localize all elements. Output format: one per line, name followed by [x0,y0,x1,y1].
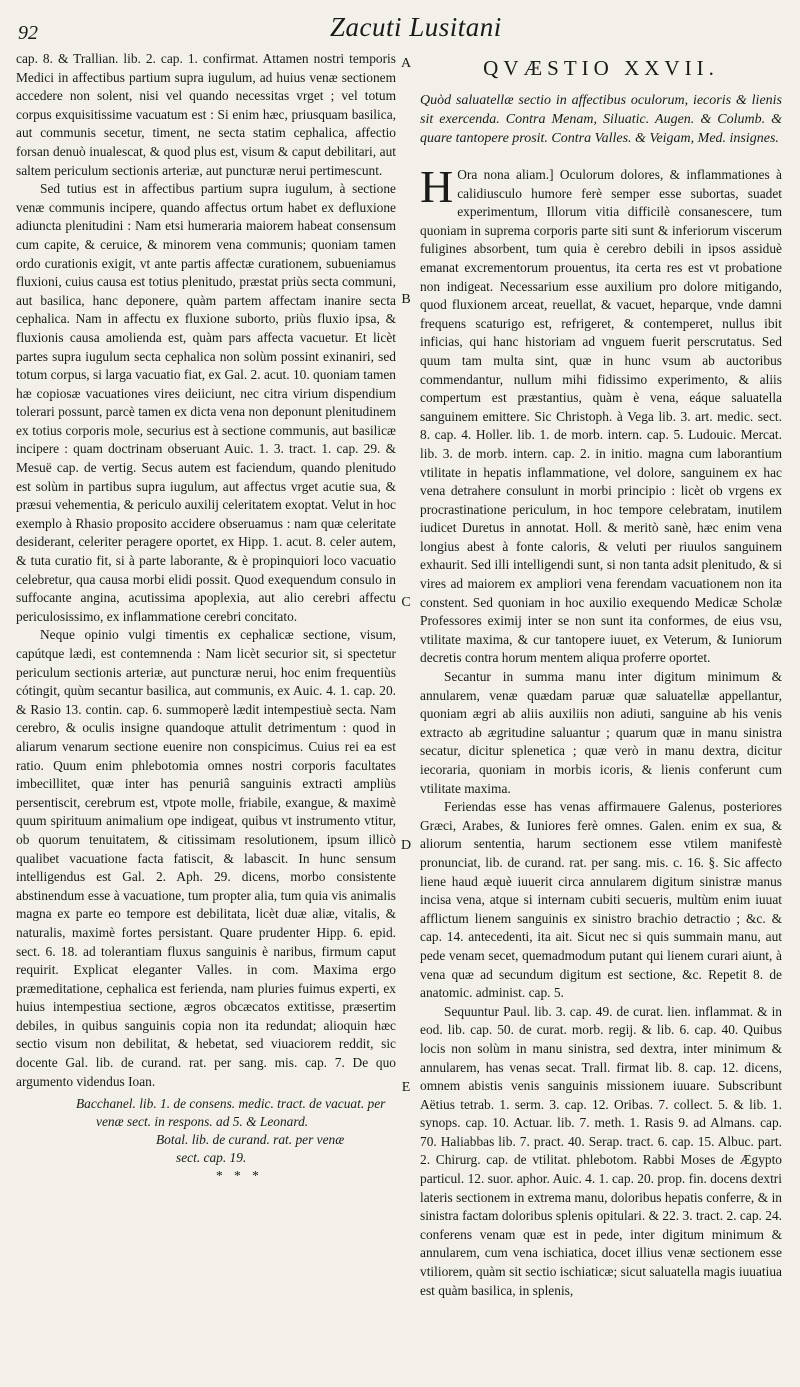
reference-line-2: venæ sect. in respons. ad 5. & Leonard. [96,1114,309,1130]
right-paragraph-1-text: Ora nona aliam.] Oculorum dolores, & inflammationes à calidiusculo humore ferè semper esse subortas, suadet experimentum, Illorum vitia difficilè consanescere, tum quoniam in suprema corporis parte siti sunt & inferiorum viscerum fuligines absorbent, tum quia è cerebro debili in ipsos assiduè emanat excrementorum prouentus, ita certa res est vt probatione non indigeat. Necessarium esse auxilium pro dolore mitigando, quod fluxionem arceat, reuellat, & vacuet, heparque, vnde damni frequens scaturigo est, refrigeret, & contemperet, nullus ibit inficias, qui hanc historiam ad vnguem fuerit perscrutatus. Sed quum tam multa sint, quæ in hunc vsum ab auctoribus commendantur, nullum mihi fidissimo experimento, & aliis compertum est præstantius, quàm è vena, eáque saluatella sanguinem emittere. Sic Christoph. à Vega lib. 3. art. medic. sect. 8. cap. 4. Holler. lib. 1. de morb. intern. cap. 5. Ludouic. Mercat. lib. 3. de morb. intern. cap. 2. in initio. magna cum laborantium vtilitate in hepatis inflammatione, vel dolore, sanguinem ex hac vena detrahere consulunt in morbi principio : licèt ob vrgens ex procrastinatione periculum, in hoc tempore celebratam, inutilem iudicet Duretus in annotat. Holl. & meritò sanè, hæc enim vena longius abest à fonte caloris, & veluti per riuulos sanguinem exhaurit. Sed illi intelligendi sunt, si non tanta adsit plenitudo, & si vires ad maiorem ex ampliori vena ferendam vacuationem non ita constent. Sed quoniam in hoc auxilio exequendo Medicæ Scholæ Professores eximij inter se non sunt ita conformes, de eius vsu, vtilitate maxima, & cur tantopere iuuet, ex Veterum, & Iuniorum decretis contra horum mentem aliqua proferre oportet. [420,167,782,666]
reference-line-3: Botal. lib. de curand. rat. per venæ [156,1132,345,1148]
right-paragraph-3: Feriendas esse has venas affirmauere Galenus, posteriores Græci, Arabes, & Iuniores ferè omnes. Galen. enim ex sua, & aliorum sententia, harum sectionem esse vtilem manifestè pronunciat, lib. de curand. rat. per sang. mis. c. 16. §. Sic affecto liene haud æquè iuuerit circa annularem digitum sinistræ manus incisa vena, atque si internam cubiti secueris, multùm enim iuuat afflictum lienem sanguinis ex sinistro brachio detractio ; &c. & cap. 14. antecedenti, ita ait. Sicut nec si quis summain manu, aut pede venam secet, quemadmodum putant qui lienem curari aiunt, à vena quæ ad secundum digitum est sectione, &c. Repetit 8. de anatomic. administ. cap. 5. [420,799,782,1001]
reference-block [16,1095,396,1185]
margin-letter-c: C [401,595,411,610]
right-paragraph-2: Secantur in summa manu inter digitum minimum & annularem, venæ quædam paruæ quæ saluatellæ appellantur, quoniam ægri ab aliis auxiliis non adiuti, sanguine ab his venis extracto ab ægritudine saluantur ; quarum quæ in manu sinistra secatur, dicitur splenetica ; quæ verò in manu dextra, dicitur iecoraria, quoniam in morbis icoris, & lienis conferunt cum vtilitate maxima. [420,669,782,796]
drop-cap: H [420,161,454,212]
right-column [420,50,782,1300]
left-paragraph-2: Sed tutius est in affectibus partium supra iugulum, à sectione venæ communis incipere, quando affectus ortum habet ex defluxione adiuncta plenitudini : Nam etsi humeraria maiorem habeat consensum cum capite, & ceruice, & minorem vena communis; quoniam tamen ordo curationis exigit, vt ante partis affectæ curationem, subueniamus fluxioni, cuius causa est totius plenitudo, præstat priùs secta communi, aut basilica, hanc deponere, quàm partem affectam inanire secta cephalica. Nam in affectu ex fluxione suborto, priùs fluxio ipsa, & fluxionis causa amolienda est, quàm pars affecta vacuetur. Et licèt partes supra iugulum secta cephalica non solùm possint exinaniri, sed totum corpus, si larga vacuatio fiat, ex Gal. 2. acut. 10. quoniam tamen hæ copiosæ vacuationes vires deiiciunt, nec citra virium dispendium tolerari possunt, parcè tamen ex dicta vena non deponunt plenitudinem ex totius corporis mole, securius est à sectione communis, aut basilicæ incipere : quam doctrinam obseruant Auic. 1. 3. tract. 1. cap. 29. & Mesuë cap. de vertig. Secus autem est faciendum, quando plenitudo est solùm in partibus supra iugulum, aut affectus vrget acutie sua, & præsui vehementia, & periculo auxilij celeritatem exoptat. Velut in hoc exemplo à Rhasio proposito accidere obseruamus : nam quæ celeritate desiderant, celeriter peragere oportet, ex Hipp. 1. acut. 8. celer autem, & tuta curatio fit, si à parte laborante, & è propinquiori loco vacuatio celebretur, qua causa morbi elidi possit. Quod exequendum consulo in suffocante angina, acutissima apoplexia, aut alio cerebri affectu periculosissimo, ex inflammatione cerebri concitato. [16,181,396,624]
page-number: 92 [18,22,38,44]
margin-letter-e: E [401,1080,411,1095]
margin-letter-b: B [401,292,411,307]
left-paragraph-3: Neque opinio vulgi timentis ex cephalicæ sectione, visum, capútque lædi, est contemnenda : Nam licèt securior sit, si spectetur periculum sectionis arteriæ, aut puncturæ nerui, hoc enim frequentiùs cótingit, quùm secantur basilica, aut communis, ex Auic. 4. 1. cap. 20. & Rasio 13. contin. cap. 6. summoperè lædit intempestiuè secta. Nam cerebro, & oculis insigne quandoque attulit detrimentum : quod in aliarum venarum sectione euenire non conspicimus. Cuius rei ea est ratio. Quum enim phlebotomia omnes nostri corporis facultates imbecillitet, quæ inter has penuriâ sanguinis extracti ampliùs persentiscit, cerebrum est, vtpote molle, friabile, exangue, & maximè quum spirituum animalium ope indigeat, quibus vt instrumento vtitur, ob quorum tenuitatem, & citissimam resolutionem, ipsum illicò qualibet vacuatione facta fatiscit, & labascit. In hunc sensum intelligendus est Gal. 2. Aph. 29. dicens, morbo consistente abstinendum esse à vacuatione, tum propter alia, tum quia vis animalis magna ex parte eo tempore est debilitata, licèt duæ aliæ, vitalis, & naturalis, maximè fortes persistant. Quare prudenter Hipp. 6. epid. sect. 6. 18. ad tolerantiam fluxus sanguinis è naribus, firmum caput requirit. Explicat eleganter Valles. in com. Maxima ergo præmeditatione, cephalica est ferienda, nam pluries fuimus experti, ex huius intempestiua sectione, ægros obcæcatos extitisse, præsertim debiles, in quibus sanguinis copia non ita redundat; alioquin hæc sectio visum non debilitat, & hebetat, sed viuaciorem reddit, sic docente Gal. lib. de curand. rat. per sang. mis. cap. 7. De quo argumento videndus Ioan. [16,627,396,1089]
left-column [16,50,396,1185]
right-paragraph-4: Sequuntur Paul. lib. 3. cap. 49. de curat. lien. inflammat. & in eod. lib. cap. 50. de curat. morb. regij. & lib. 6. cap. 40. Quibus locis non solùm in manu sinistra, sed dextra, inter minimum & annularem, has venas secat. Trall. firmat lib. 8. cap. 12. dicens, omnem abistis venis sanguinis missionem iuuare. Subscribunt Aëtius tetrab. 1. serm. 3. cap. 12. Oribas. 7. collect. 5. & lib. 1. synops. cap. 10. Actuar. lib. 7. meth. 1. Rasis 9. ad Almans. cap. 70. Haliabbas lib. 7. pract. 40. Serap. tract. 6. cap. 15. Albuc. part. 2. Chirurg. cap. de vtilitat. phlebotom. Rabbi Moses de Ægypto particul. 12. suor. aphor. Auic. 4. 1. cap. 20. prop. fin. docens dextri lateris sectionem in extrema manu, doloribus hepatis conferre, & in sinistra factam doloribus splenis opitulari. & 22. 3. tract. 2. cap. 24. conferens venam quæ est in pede, inter digitum minimum & annularem, cum vena ischiatica, docet illius venæ sectionem esse vtiliorem, quàm sit sectio ischiaticæ; sicut saluatella magis iuuatiua est quàm basilica, in splenis, [420,1003,782,1298]
running-head: Zacuti Lusitani [330,12,502,42]
margin-letter-d: D [400,838,412,853]
reference-line-4: sect. cap. 19. [176,1150,247,1166]
reference-line-1: Bacchanel. lib. 1. de consens. medic. tract. de vacuat. per [76,1096,386,1112]
question-title: QVÆSTIO XXVII. [483,56,719,80]
ornament-stars: * * * [216,1168,263,1184]
margin-letter-a: A [400,56,412,71]
question-summary: Quòd saluatellæ sectio in affectibus oculorum, iecoris & lienis sit exercenda. Contra Menam, Siluatic. Augen. & Columb. & quare tantopere prosit. Contra Valles. & Veigam, Med. insignes. [420,93,782,146]
right-paragraph-1 [420,161,782,668]
left-paragraph-1: cap. 8. & Trallian. lib. 2. cap. 1. confirmat. Attamen nostri temporis Medici in affectibus partium supra iugulum, ad huius venæ sectionem accedere non solent, nisi vel quando necessitas vrget ; vel totum corpus exquisitissime vacuatum est : Si enim hæc, priusquam basilica, aut communis secetur, timent, ne secta statim cephalica, affectio forsan denuò inualescat, & quod plus est, visum & caput debilitari, aut saltem periculum sectionis arteriæ, aut puncturæ nerui pertimescunt. [16,51,396,178]
